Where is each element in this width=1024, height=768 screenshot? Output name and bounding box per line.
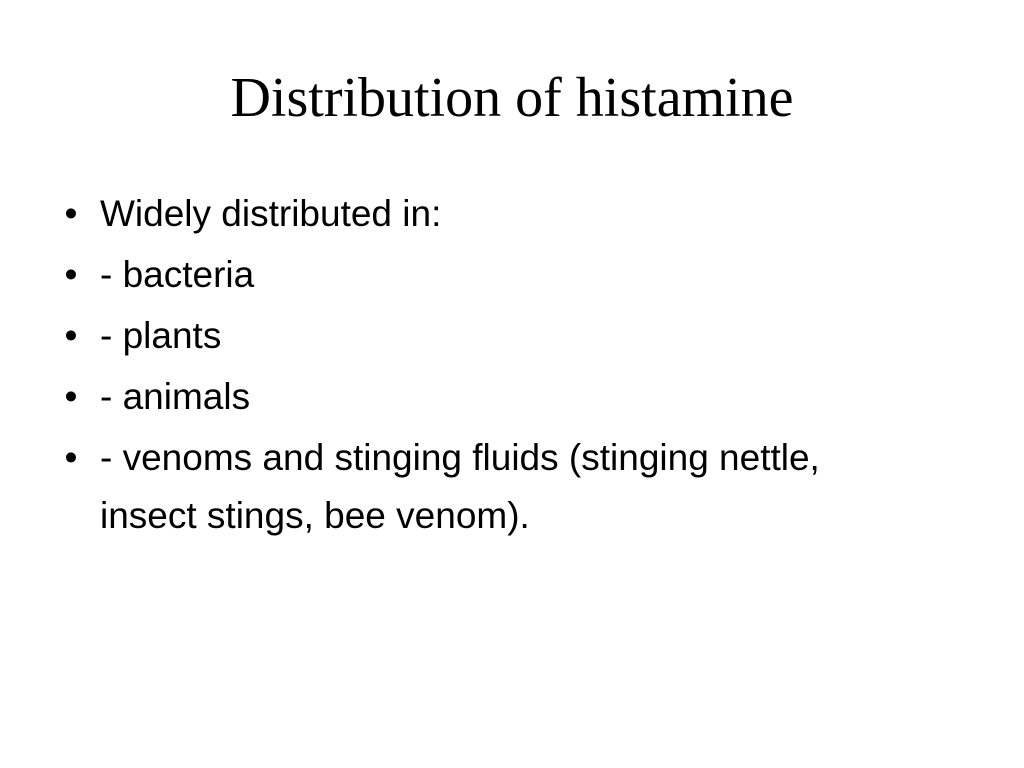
bullet-text: - plants [100,315,222,356]
bullet-item [56,304,876,365]
bullet-marker: • [64,193,78,234]
bullet-text: - bacteria [100,254,255,295]
bullet-item [56,182,876,243]
bullet-text: Widely distributed in: [100,193,442,234]
bullet-item [56,365,876,426]
bullet-marker: • [64,437,78,478]
bullet-list [56,182,876,545]
bullet-marker: • [64,315,78,356]
bullet-text: - animals [100,376,251,417]
bullet-item [56,426,876,545]
bullet-item [56,243,876,304]
bullet-marker: • [64,376,78,417]
bullet-marker: • [64,254,78,295]
slide-title: Distribution of histamine [230,67,794,129]
bullet-text: - venoms and stinging fluids (stinging nettle, insect stings, bee venom). [100,437,820,536]
